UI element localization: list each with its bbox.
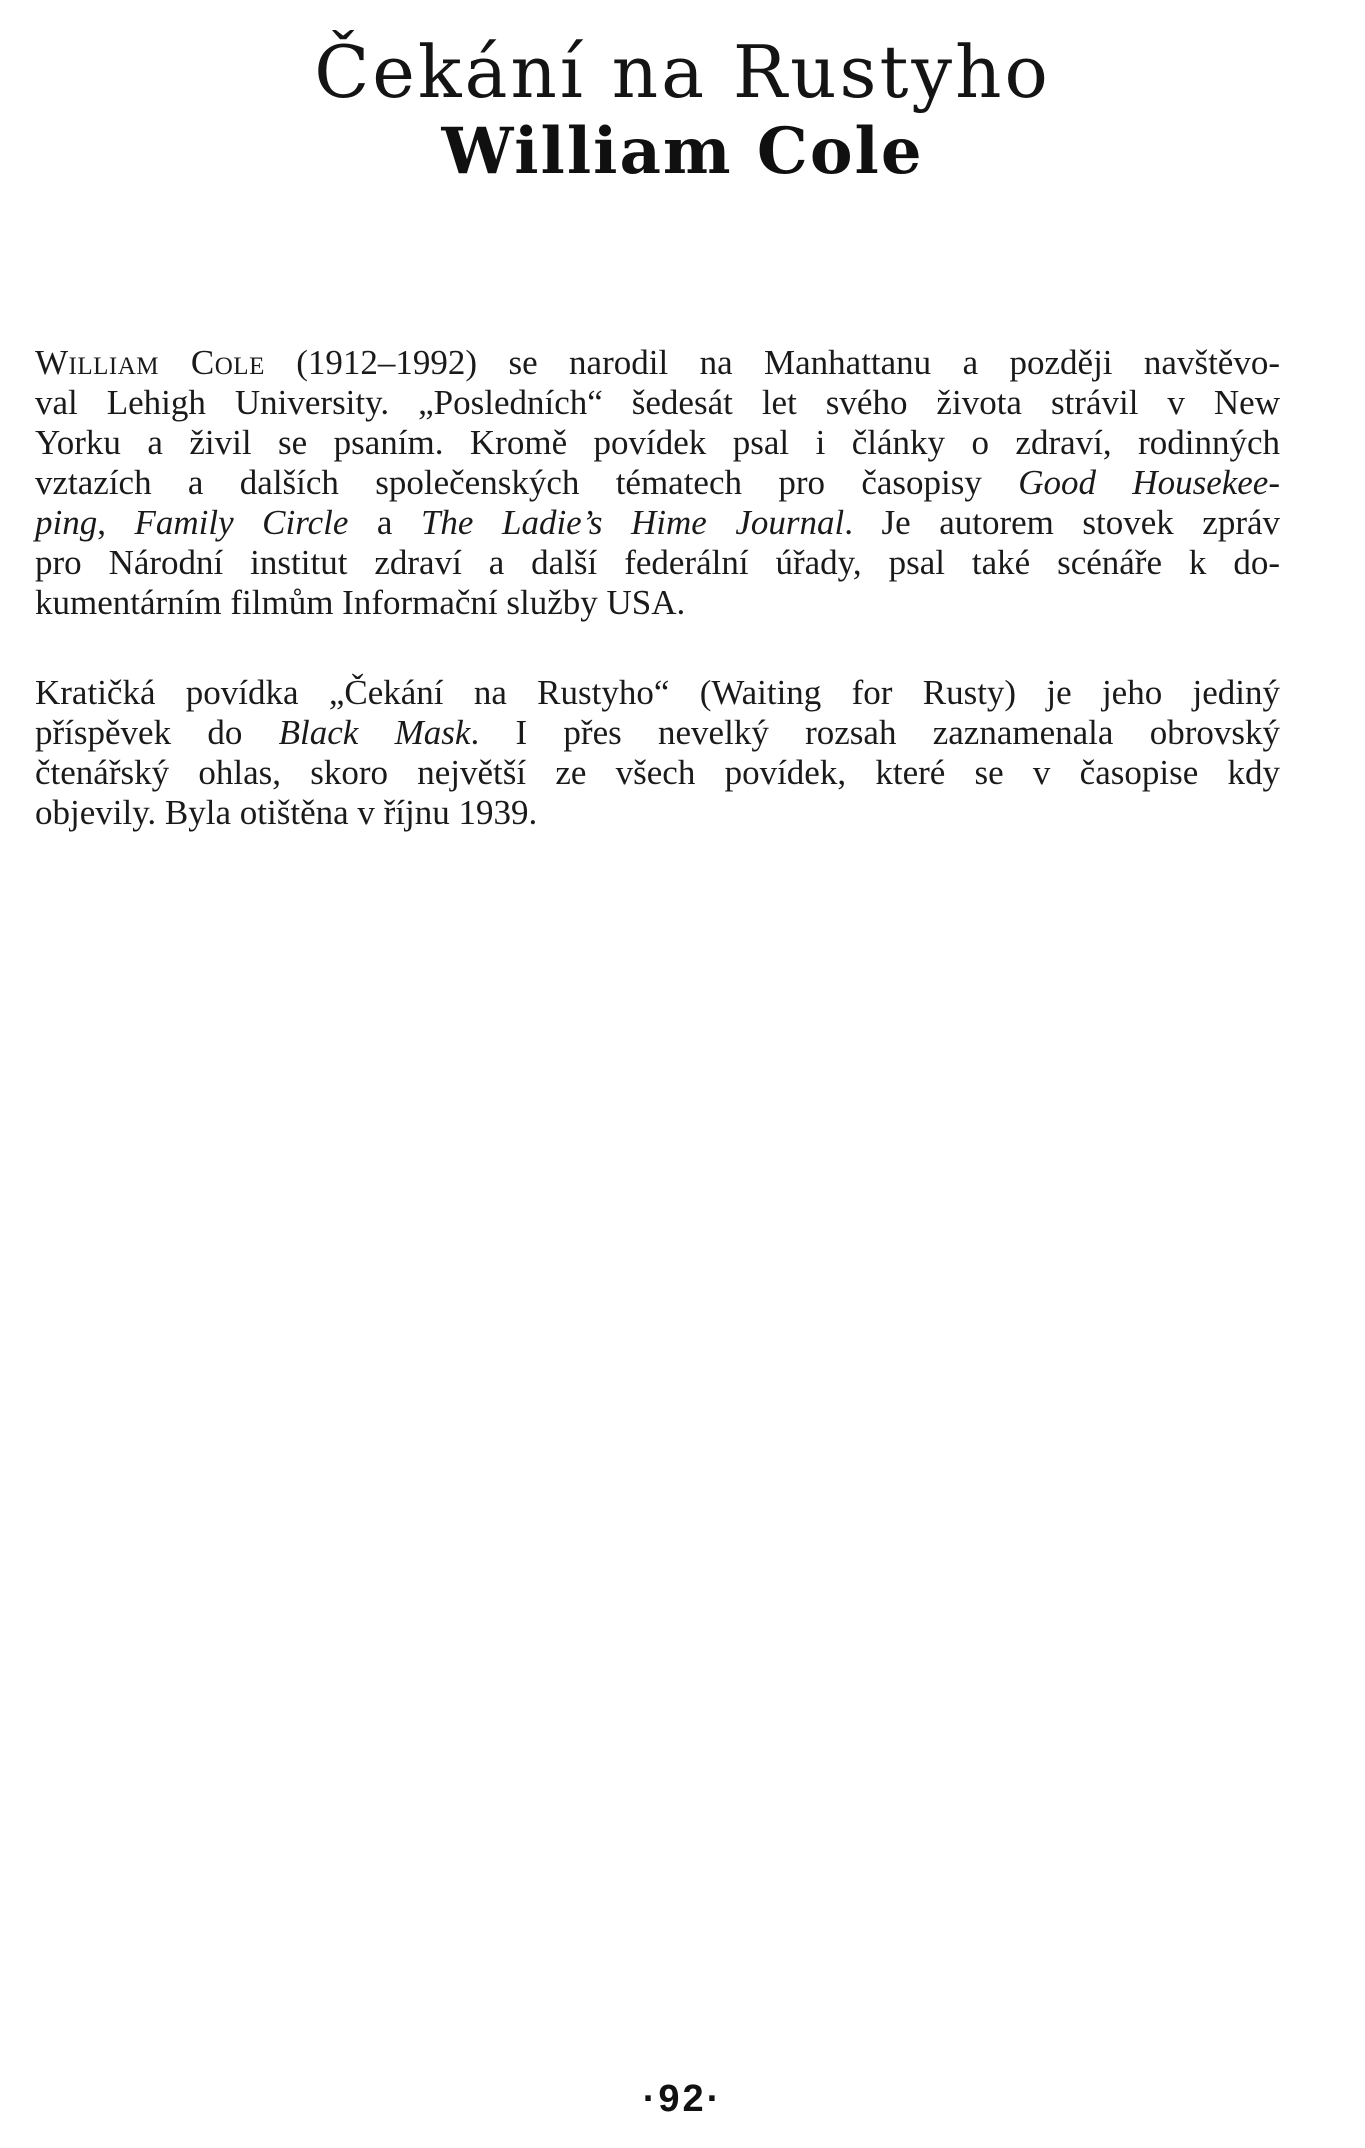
body-text — [35, 343, 1280, 833]
text-run: objevily. Byla otištěna v říjnu 1939. — [35, 792, 538, 832]
text-run: čtenářský ohlas, skoro největší ze všech povídek, které se v časopise kdy — [35, 752, 1280, 792]
text-line — [35, 503, 1280, 543]
text-run: vztazích a dalších společenských tématech pro časopisy — [35, 462, 1019, 502]
smallcaps-text: William Cole — [35, 342, 265, 382]
text-line — [35, 463, 1280, 503]
italic-text: The Ladie’s Hime Journal — [420, 502, 845, 542]
author-name: William Cole — [441, 113, 924, 189]
text-run: . I přes nevelký rozsah zaznamenala obrovský — [470, 712, 1280, 752]
heading-block — [0, 30, 1365, 189]
text-run: val Lehigh University. „Posledních“ šedesát let svého života strávil v New — [35, 382, 1280, 422]
text-line — [35, 543, 1280, 583]
text-run: pro Národní institut zdraví a další federální úřady, psal také scénáře k do- — [35, 542, 1280, 582]
text-run: , — [97, 502, 135, 542]
text-run: (1912–1992) se narodil na Manhattanu a později navštěvo- — [264, 342, 1281, 382]
text-line — [35, 673, 1280, 713]
text-line — [35, 383, 1280, 423]
text-run: příspěvek do — [35, 712, 279, 752]
text-line — [35, 713, 1280, 753]
page-title: Čekání na Rustyho — [314, 30, 1051, 114]
text-line — [35, 423, 1280, 463]
text-line — [35, 583, 1280, 623]
text-run: a — [348, 502, 421, 542]
text-line — [35, 343, 1280, 383]
text-run: Kratičká povídka „Čekání na Rustyho“ (Waiting for Rusty) je jeho jediný — [35, 672, 1280, 712]
text-line — [35, 793, 1280, 833]
page-number: ·92· — [642, 2078, 723, 2120]
italic-text: Family Circle — [134, 502, 349, 542]
italic-text: Black Mask — [278, 712, 471, 752]
text-run: Yorku a živil se psaním. Kromě povídek psal i články o zdraví, rodinných — [35, 422, 1280, 462]
italic-text: ping — [35, 502, 98, 542]
paragraph — [35, 343, 1280, 623]
text-line — [35, 753, 1280, 793]
text-run: . Je autorem stovek zpráv — [844, 502, 1281, 542]
text-run: kumentárním filmům Informační služby USA. — [35, 582, 686, 622]
italic-text: Good Housekee- — [1018, 462, 1281, 502]
paragraph — [35, 673, 1280, 833]
